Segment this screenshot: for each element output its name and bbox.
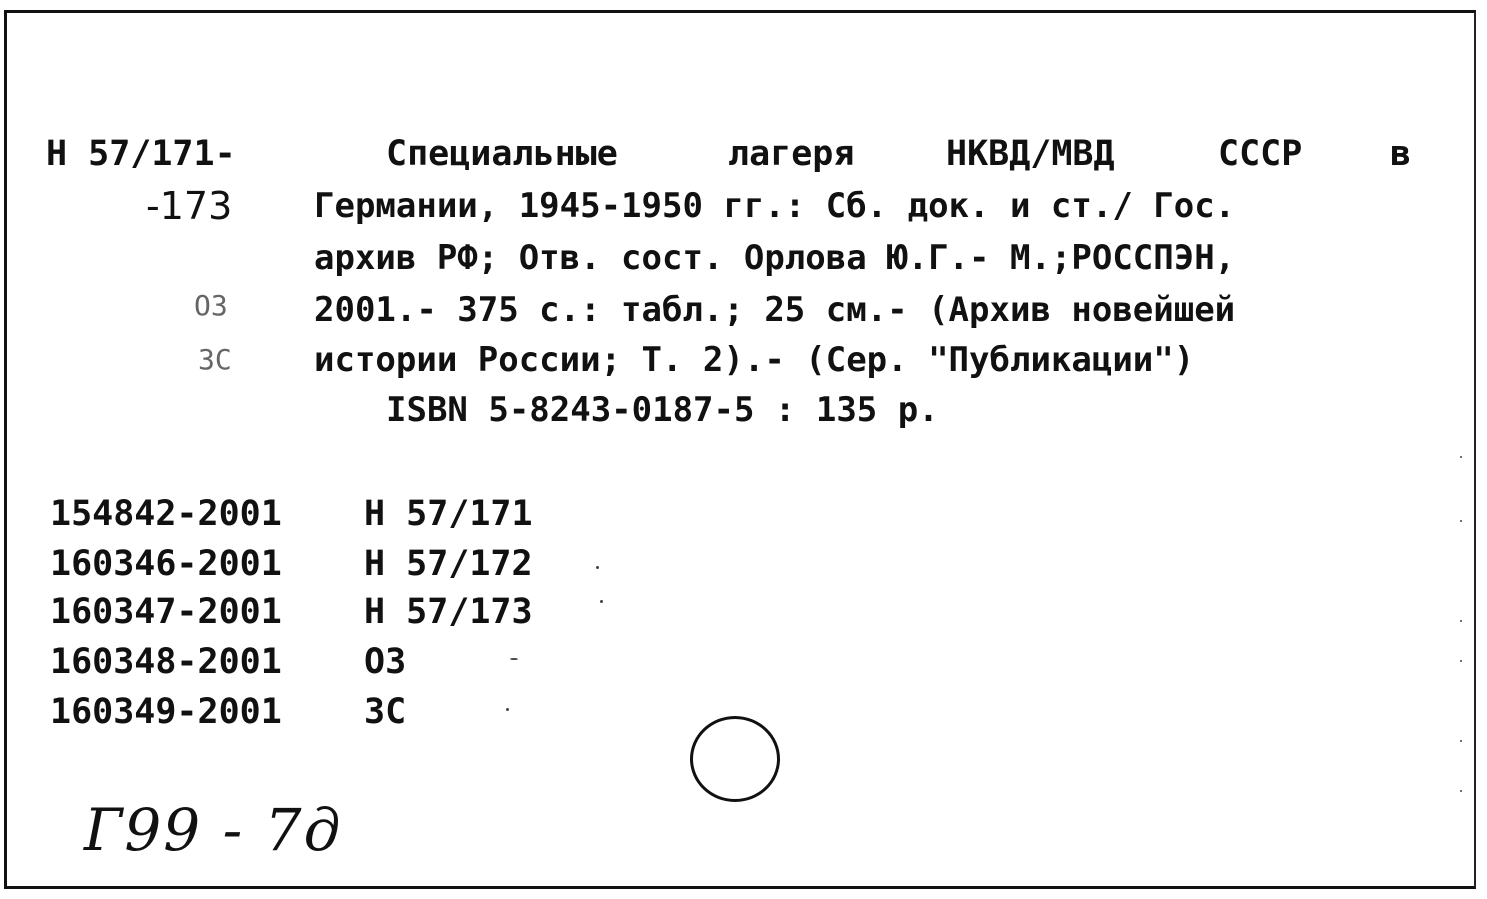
inventory-number: 160348-2001 (50, 642, 282, 682)
tick-mark (596, 566, 599, 569)
entry-line-5: истории России; Т. 2).- (Сер. "Публикации") (314, 340, 1195, 380)
dust-speck (1460, 740, 1462, 742)
punch-hole (690, 716, 780, 802)
dust-speck (1460, 790, 1462, 792)
tick-mark (600, 600, 603, 603)
entry-title-word-1: Специальные (386, 134, 618, 174)
holding-location: ЗС (364, 692, 407, 732)
holding-location: ОЗ (364, 642, 407, 682)
holding-location: Н 57/172 (364, 544, 533, 584)
inventory-number: 160349-2001 (50, 692, 282, 732)
tick-mark (510, 658, 518, 660)
entry-line-4: 2001.- 375 с.: табл.; 25 см.- (Архив новейшей (314, 290, 1236, 330)
entry-title-word-2: лагеря (728, 134, 855, 174)
inventory-number: 160347-2001 (50, 592, 282, 632)
shelfmark-faint-mark-1: ОЗ (194, 289, 228, 322)
tick-mark (506, 708, 509, 711)
holding-location: Н 57/173 (364, 592, 533, 632)
entry-title-word-3: НКВД/МВД (946, 134, 1115, 174)
entry-line-2: Германии, 1945-1950 гг.: Сб. док. и ст./ Гос. (314, 186, 1236, 226)
inventory-number: 154842-2001 (50, 494, 282, 534)
dust-speck (1460, 660, 1462, 662)
handwritten-note: Г99 - 7д (84, 796, 343, 864)
holding-location: Н 57/171 (364, 494, 533, 534)
shelfmark-line-2: -173 (146, 184, 233, 228)
dust-speck (1460, 520, 1462, 522)
entry-line-3: архив РФ; Отв. сост. Орлова Ю.Г.- М.;РОССПЭН, (314, 238, 1236, 278)
shelfmark-line-1: Н 57/171- (46, 134, 236, 174)
entry-title-word-4: СССР (1218, 134, 1303, 174)
dust-speck (1460, 456, 1462, 458)
entry-title-word-5: в (1390, 134, 1412, 174)
isbn-line: ISBN 5-8243-0187-5 : 135 р. (386, 390, 939, 430)
shelfmark-faint-mark-2: ЗС (198, 343, 232, 376)
inventory-number: 160346-2001 (50, 544, 282, 584)
dust-speck (1460, 620, 1462, 622)
